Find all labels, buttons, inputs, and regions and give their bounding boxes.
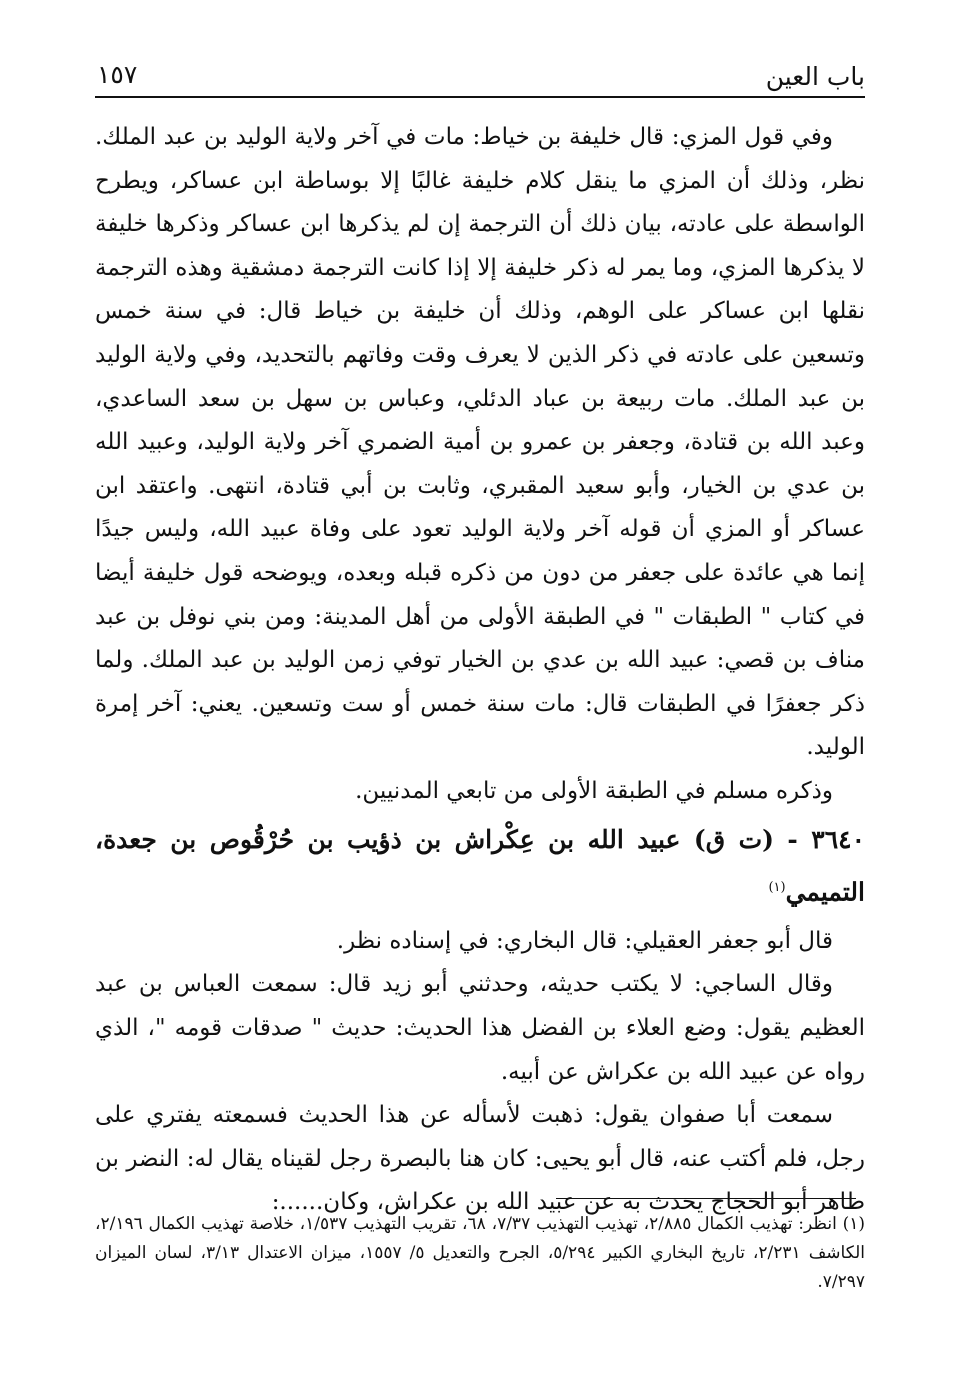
page-header bbox=[95, 48, 865, 92]
paragraph-muslim-note: وذكره مسلم في الطبقة الأولى من تابعي المدنيين. bbox=[355, 777, 833, 804]
footnote: (١) انظر: تهذيب الكمال ٢/٨٨٥، تهذيب التهذيب ٧/٣٧، ٦٨، تقريب التهذيب ١/٥٣٧، خلاصة تهذيب الكمال ٢/١٩٦، الكاشف ٢/٢٣١، تاريخ البخاري الكبير ٥/٢٩٤، الجرح والتعديل ٥/ ١٥٥٧، ميزان الاعتدال ٣/١٣، لسان الميزان ٧/٢٩٧. bbox=[95, 1214, 866, 1292]
footnote-divider bbox=[556, 1198, 856, 1199]
entry-heading-text: ٣٦٤٠ - (ت ق) عبيد الله بن عِكْراش بن ذؤيب بن حُرْقُوص بن جعدة، التميمي bbox=[95, 824, 865, 906]
paragraph-commentary: وفي قول المزي: قال خليفة بن خياط: مات في آخر ولاية الوليد بن عبد الملك. نظر، وذلك أن المزي ما ينقل كلام خليفة غالبًا إلا بوساطة ابن عساكر، ويطرح الواسطة على عادته، بيان ذلك أن الترجمة إن لم يذكرها ابن عساكر وذكرها خليفة لا يذكرها المزي، وما يمر له ذكر خليفة إلا إذا كانت الترجمة دمشقية وهذه الترجمة نقلها ابن عساكر على الوهم، وذلك أن خليفة بن خياط قال: في سنة خمس وتسعين على عادته في ذكر الذين لا يعرف وقت وفاتهم بالتحديد، وفي ولاية الوليد بن عبد الملك. مات ربيعة بن عباد الدئلي، وعباس بن سهل بن سعد الساعدي، وعبد الله بن قتادة، وجعفر بن عمرو بن أمية الضمري آخر ولاية الوليد، وعبيد الله بن عدي بن الخيار، وأبو سعيد المقبري، وثابت بن أبي قتادة، انتهى. واعتقد ابن عساكر أو المزي أن قوله آخر ولاية الوليد تعود على وفاة عبيد الله، وليس جيدًا إنما هي عائدة على جعفر من دون من ذكره قبله وبعده، ويوضحه قول خليفة أيضا في كتاب " الطبقات " في الطبقة الأولى من أهل المدينة: ومن بني نوفل بن عبد مناف بن قصي: عبيد الله بن عدي بن الخيار توفي زمن الوليد بن عبد الملك. ولما ذكر جعفرًا في الطبقات قال: مات سنة خمس أو ست وتسعين. يعني: آخر إمرة الوليد. bbox=[95, 124, 865, 761]
chapter-title: باب العين bbox=[765, 62, 865, 91]
main-text bbox=[95, 116, 865, 1225]
header-divider bbox=[95, 96, 865, 98]
footnote-reference: (١) bbox=[768, 879, 786, 895]
entry-heading bbox=[95, 814, 865, 920]
paragraph-abu-safwan: سمعت أبا صفوان يقول: ذهبت لأسأله عن هذا الحديث فسمعته يفتري على رجل، فلم أكتب عنه، قال أبو يحيى: كان هنا بالبصرة رجل لقيناه يقال له: النضر بن طاهر أبو الحجاج يحدث به عن عبيد الله بن عكراش، وكان......: bbox=[95, 1102, 865, 1216]
paragraph-uqayli: قال أبو جعفر العقيلي: قال البخاري: في إسناده نظر. bbox=[336, 927, 833, 954]
page-number: ١٥٧ bbox=[97, 60, 138, 89]
paragraph-saji: وقال الساجي: لا يكتب حديثه، وحدثني أبو زيد قال: سمعت العباس بن عبد العظيم يقول: وضع العلاء بن الفضل هذا الحديث: حديث " صدقات قومه "، الذي رواه عن عبيد الله بن عكراش عن أبيه. bbox=[95, 971, 865, 1085]
